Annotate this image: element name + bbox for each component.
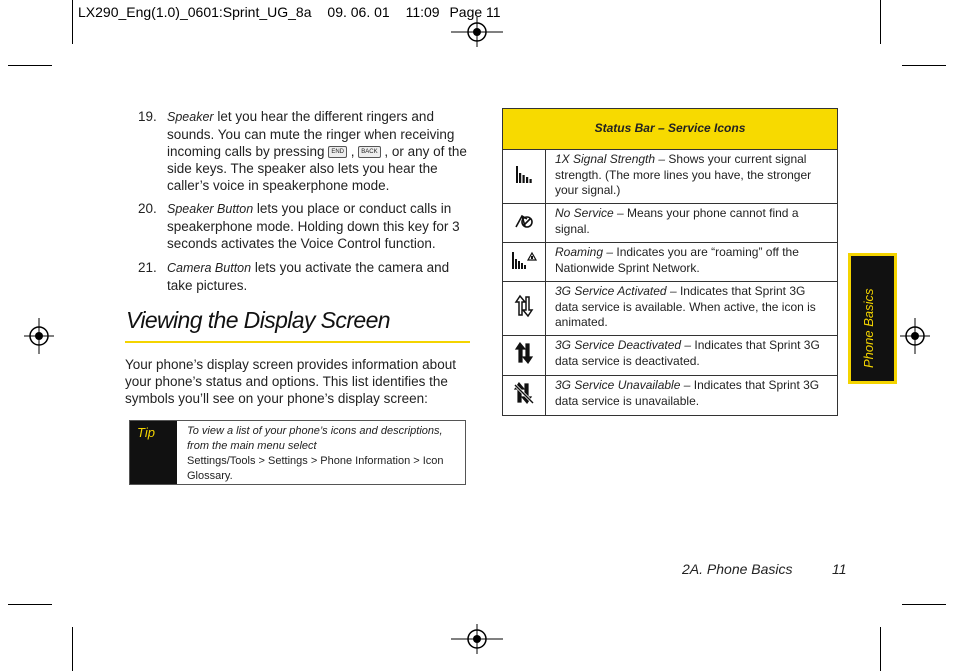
row-term: 1X Signal Strength – — [555, 152, 666, 166]
row-desc: Indicates that Sprint 3G data service is available. When active, the icon is animated. — [555, 284, 816, 329]
item-number: 20. — [138, 201, 157, 216]
list-item-speaker — [138, 108, 478, 194]
slug-file: LX290_Eng(1.0)_0601:Sprint_UG_8a — [78, 4, 312, 20]
row-term: 3G Service Activated – — [555, 284, 677, 298]
tip-line-2: Settings/Tools > Settings > Phone Information > Icon Glossary. — [187, 455, 444, 482]
row-term: 3G Service Unavailable – — [555, 378, 691, 392]
end-key-icon: END — [328, 146, 347, 158]
crop-mark — [902, 65, 946, 66]
row-desc: Shows your current signal strength. (The more lines you have, the stronger your signal.) — [555, 152, 812, 197]
list-item-speaker-button — [138, 200, 478, 252]
item-desc: lets you place or conduct calls in speakerphone mode. Holding down this key for 3 seconds activates the Voice Control function. — [167, 201, 460, 251]
footer-section-name: 2A. Phone Basics — [682, 561, 793, 577]
table-row — [503, 243, 838, 282]
slug-time: 11:09 — [405, 4, 440, 20]
item-number: 21. — [138, 260, 157, 275]
registration-mark-icon — [24, 318, 54, 354]
item-term: Speaker — [167, 110, 214, 124]
section-intro: Your phone’s display screen provides information about your phone’s status and options. This list identifies the symbols you’ll see on your phone’s display screen: — [125, 357, 456, 406]
chapter-side-tab — [848, 253, 897, 384]
status-icons-table — [502, 108, 838, 416]
table-title: Status Bar – Service Icons — [503, 109, 838, 150]
table-row — [503, 204, 838, 243]
no-service-icon — [513, 211, 535, 231]
row-term: 3G Service Deactivated – — [555, 338, 692, 352]
slug-date: 09. 06. 01 — [327, 4, 390, 20]
3g-deactivated-icon — [514, 341, 534, 365]
item-desc: , or any of the side keys. The speaker also lets you hear the caller’s voice in speakerphone mode. — [167, 144, 467, 193]
row-term: No Service – — [555, 206, 624, 220]
item-sep: , — [347, 144, 359, 159]
tip-box — [129, 420, 466, 485]
print-slug — [78, 4, 513, 20]
table-row — [503, 376, 838, 416]
item-desc: let you hear the different ringers and sounds. You can mute the ringer when receiving incoming calls by pressing — [167, 109, 455, 159]
tip-label: Tip — [130, 421, 177, 484]
item-desc: lets you activate the camera and take pictures. — [167, 260, 450, 293]
item-number: 19. — [138, 109, 157, 124]
tip-text — [187, 424, 457, 484]
crop-mark — [72, 627, 73, 671]
tip-line-1: To view a list of your phone’s icons and descriptions, from the main menu select — [187, 425, 443, 452]
page-number: 11 — [832, 561, 847, 577]
list-item-camera-button — [138, 259, 478, 294]
item-text — [167, 259, 478, 294]
section-title: Viewing the Display Screen — [126, 307, 390, 333]
item-term: Camera Button — [167, 261, 252, 275]
3g-unavailable-icon — [513, 381, 535, 405]
row-desc: Indicates that Sprint 3G data service is unavailable. — [555, 378, 820, 408]
crop-mark — [880, 0, 881, 44]
crop-mark — [8, 65, 52, 66]
registration-mark-icon — [451, 17, 503, 47]
registration-mark-icon — [451, 624, 503, 654]
row-desc: Indicates you are “roaming” off the Nationwide Sprint Network. — [555, 245, 799, 275]
signal-strength-icon — [515, 164, 533, 184]
back-key-icon: BACK — [358, 146, 380, 158]
item-text — [167, 108, 478, 194]
roaming-icon — [511, 250, 537, 270]
crop-mark — [880, 627, 881, 671]
row-desc: Indicates that Sprint 3G data service is deactivated. — [555, 338, 820, 368]
crop-mark — [72, 0, 73, 44]
crop-mark — [902, 604, 946, 605]
item-term: Speaker Button — [167, 202, 254, 216]
table-row — [503, 336, 838, 376]
crop-mark — [8, 604, 52, 605]
row-term: Roaming – — [555, 245, 614, 259]
side-tab-label: Phone Basics — [861, 288, 876, 368]
row-desc: Means your phone cannot find a signal. — [555, 206, 799, 236]
table-row — [503, 150, 838, 204]
3g-active-icon — [514, 294, 534, 318]
section-divider — [125, 341, 470, 343]
item-text — [167, 200, 478, 252]
table-row — [503, 282, 838, 336]
slug-page: Page 11 — [449, 4, 501, 20]
registration-mark-icon — [900, 318, 930, 354]
